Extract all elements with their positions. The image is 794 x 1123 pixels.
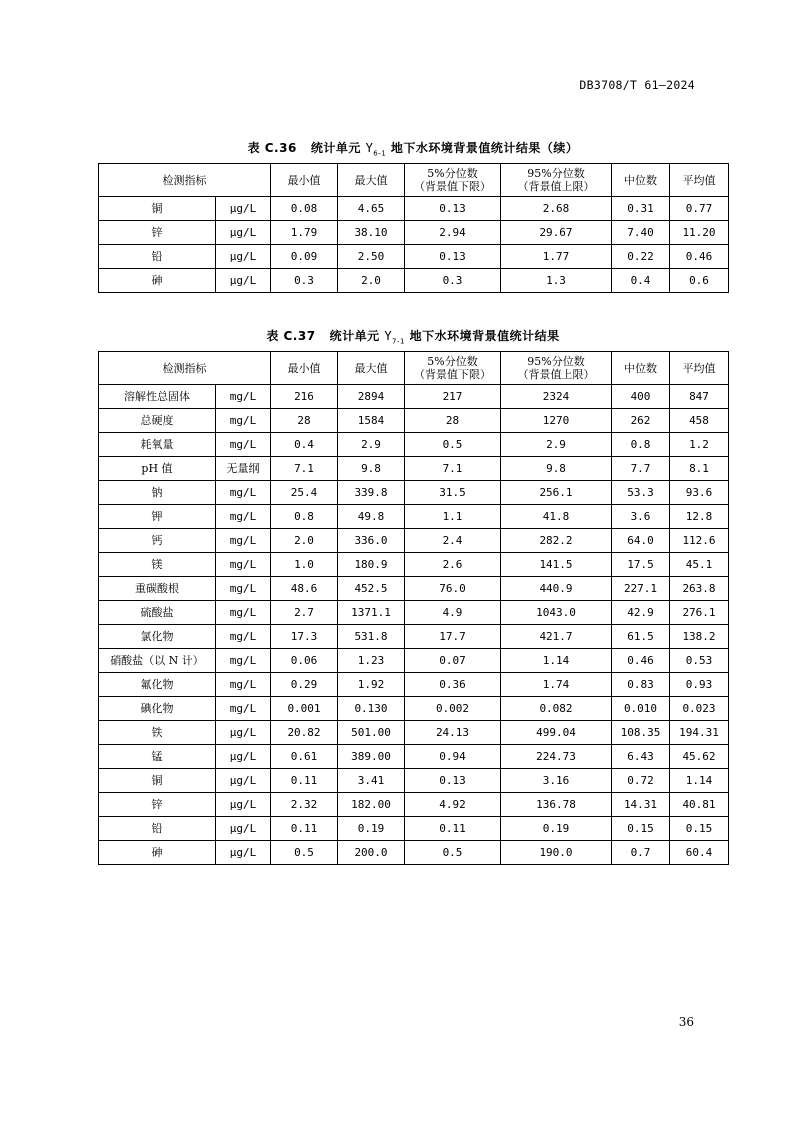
cell-p95: 1043.0	[501, 601, 612, 625]
cell-p5: 0.3	[405, 269, 501, 293]
cell-mean: 276.1	[670, 601, 729, 625]
cell-min: 0.09	[271, 245, 338, 269]
cell-unit: μg/L	[216, 197, 271, 221]
cell-p5: 2.6	[405, 553, 501, 577]
cell-indicator: 锌	[99, 793, 216, 817]
cell-mean: 0.93	[670, 673, 729, 697]
caption-suffix: 地下水环境背景值统计结果（续）	[390, 141, 579, 155]
header-indicator: 检测指标	[99, 164, 271, 197]
cell-median: 0.7	[612, 841, 670, 865]
table-row	[99, 245, 729, 269]
cell-p5: 28	[405, 409, 501, 433]
table-row	[99, 505, 729, 529]
cell-mean: 0.77	[670, 197, 729, 221]
header-p95-line1: 95%分位数	[527, 355, 585, 368]
cell-unit: μg/L	[216, 221, 271, 245]
page-number: 36	[678, 1015, 694, 1029]
cell-min: 20.82	[271, 721, 338, 745]
cell-mean: 8.1	[670, 457, 729, 481]
cell-p95: 1.77	[501, 245, 612, 269]
table-row	[99, 721, 729, 745]
cell-min: 2.32	[271, 793, 338, 817]
cell-min: 0.08	[271, 197, 338, 221]
cell-mean: 138.2	[670, 625, 729, 649]
cell-unit: μg/L	[216, 269, 271, 293]
caption-unit-label: 统计单元	[310, 141, 361, 155]
cell-p5: 17.7	[405, 625, 501, 649]
cell-median: 42.9	[612, 601, 670, 625]
cell-unit: mg/L	[216, 481, 271, 505]
cell-indicator: 重碳酸根	[99, 577, 216, 601]
cell-p95: 421.7	[501, 625, 612, 649]
cell-min: 2.0	[271, 529, 338, 553]
cell-median: 0.72	[612, 769, 670, 793]
header-min: 最小值	[271, 164, 338, 197]
table-row	[99, 793, 729, 817]
cell-p95: 0.19	[501, 817, 612, 841]
cell-unit: mg/L	[216, 601, 271, 625]
header-p95	[501, 352, 612, 385]
cell-min: 0.8	[271, 505, 338, 529]
header-p5	[405, 352, 501, 385]
caption-suffix: 地下水环境背景值统计结果	[409, 329, 560, 343]
cell-indicator: 砷	[99, 269, 216, 293]
table-row	[99, 269, 729, 293]
table-row	[99, 769, 729, 793]
cell-p95: 1270	[501, 409, 612, 433]
cell-p5: 0.11	[405, 817, 501, 841]
cell-median: 7.40	[612, 221, 670, 245]
cell-mean: 60.4	[670, 841, 729, 865]
cell-median: 6.43	[612, 745, 670, 769]
cell-median: 0.22	[612, 245, 670, 269]
cell-max: 3.41	[338, 769, 405, 793]
cell-mean: 112.6	[670, 529, 729, 553]
cell-p5: 0.36	[405, 673, 501, 697]
cell-min: 216	[271, 385, 338, 409]
cell-p5: 0.13	[405, 197, 501, 221]
header-p95-line1: 95%分位数	[527, 167, 585, 180]
cell-max: 182.00	[338, 793, 405, 817]
cell-max: 38.10	[338, 221, 405, 245]
header-p95-line2: （背景值上限）	[517, 180, 595, 193]
table-row	[99, 673, 729, 697]
cell-indicator: 氯化物	[99, 625, 216, 649]
table-c36	[98, 163, 729, 293]
cell-p5: 7.1	[405, 457, 501, 481]
cell-min: 0.4	[271, 433, 338, 457]
cell-indicator: 锰	[99, 745, 216, 769]
cell-p95: 1.74	[501, 673, 612, 697]
cell-p5: 31.5	[405, 481, 501, 505]
cell-max: 200.0	[338, 841, 405, 865]
table-row	[99, 577, 729, 601]
cell-unit: mg/L	[216, 505, 271, 529]
cell-max: 0.19	[338, 817, 405, 841]
cell-indicator: 铜	[99, 769, 216, 793]
cell-indicator: 镁	[99, 553, 216, 577]
cell-unit: μg/L	[216, 745, 271, 769]
header-p5-line2: （背景值下限）	[414, 368, 491, 381]
cell-p5: 217	[405, 385, 501, 409]
header-p5-line1: 5%分位数	[427, 355, 478, 368]
caption-unit-sub: 6-1	[373, 149, 387, 158]
cell-max: 9.8	[338, 457, 405, 481]
header-indicator: 检测指标	[99, 352, 271, 385]
caption-unit-sub: 7-1	[392, 337, 405, 346]
table-row	[99, 817, 729, 841]
document-code: DB3708/T 61—2024	[579, 78, 695, 92]
cell-max: 49.8	[338, 505, 405, 529]
table-header-row	[99, 164, 729, 197]
cell-max: 2.50	[338, 245, 405, 269]
cell-indicator: 硫酸盐	[99, 601, 216, 625]
cell-median: 0.46	[612, 649, 670, 673]
cell-p5: 0.13	[405, 769, 501, 793]
table-caption-c36	[98, 139, 728, 157]
cell-unit: μg/L	[216, 793, 271, 817]
table-header-row	[99, 352, 729, 385]
cell-min: 48.6	[271, 577, 338, 601]
cell-p5: 0.5	[405, 433, 501, 457]
cell-max: 2.9	[338, 433, 405, 457]
cell-mean: 847	[670, 385, 729, 409]
table-row	[99, 553, 729, 577]
cell-p5: 0.002	[405, 697, 501, 721]
header-mean: 平均值	[670, 164, 729, 197]
cell-indicator: 钠	[99, 481, 216, 505]
table-row	[99, 433, 729, 457]
cell-mean: 45.1	[670, 553, 729, 577]
cell-min: 0.61	[271, 745, 338, 769]
cell-median: 108.35	[612, 721, 670, 745]
cell-median: 61.5	[612, 625, 670, 649]
cell-max: 452.5	[338, 577, 405, 601]
cell-unit: mg/L	[216, 529, 271, 553]
header-p5-line1: 5%分位数	[427, 167, 478, 180]
cell-max: 1584	[338, 409, 405, 433]
cell-p95: 282.2	[501, 529, 612, 553]
cell-mean: 0.46	[670, 245, 729, 269]
cell-indicator: 钙	[99, 529, 216, 553]
cell-p95: 499.04	[501, 721, 612, 745]
cell-min: 0.3	[271, 269, 338, 293]
cell-min: 0.29	[271, 673, 338, 697]
cell-min: 25.4	[271, 481, 338, 505]
cell-p5: 0.07	[405, 649, 501, 673]
cell-unit: μg/L	[216, 769, 271, 793]
cell-median: 227.1	[612, 577, 670, 601]
cell-max: 180.9	[338, 553, 405, 577]
cell-p5: 1.1	[405, 505, 501, 529]
cell-unit: μg/L	[216, 245, 271, 269]
table-row	[99, 625, 729, 649]
cell-p5: 2.94	[405, 221, 501, 245]
cell-p5: 2.4	[405, 529, 501, 553]
cell-p5: 4.9	[405, 601, 501, 625]
cell-min: 1.79	[271, 221, 338, 245]
cell-min: 0.001	[271, 697, 338, 721]
cell-max: 1.92	[338, 673, 405, 697]
cell-min: 1.0	[271, 553, 338, 577]
table-row	[99, 697, 729, 721]
cell-median: 17.5	[612, 553, 670, 577]
header-p5-line2: （背景值下限）	[414, 180, 491, 193]
cell-p5: 0.94	[405, 745, 501, 769]
cell-unit: mg/L	[216, 697, 271, 721]
cell-p95: 136.78	[501, 793, 612, 817]
caption-unit-code: Y	[384, 329, 393, 343]
cell-min: 0.06	[271, 649, 338, 673]
cell-min: 0.11	[271, 817, 338, 841]
cell-min: 7.1	[271, 457, 338, 481]
cell-mean: 45.62	[670, 745, 729, 769]
cell-indicator: 氟化物	[99, 673, 216, 697]
cell-p95: 1.3	[501, 269, 612, 293]
cell-p5: 76.0	[405, 577, 501, 601]
cell-mean: 458	[670, 409, 729, 433]
cell-unit: mg/L	[216, 385, 271, 409]
cell-indicator: 总硬度	[99, 409, 216, 433]
cell-p5: 0.13	[405, 245, 501, 269]
cell-median: 0.15	[612, 817, 670, 841]
cell-p95: 256.1	[501, 481, 612, 505]
header-p95	[501, 164, 612, 197]
cell-indicator: pH 值	[99, 457, 216, 481]
cell-max: 1371.1	[338, 601, 405, 625]
cell-indicator: 碘化物	[99, 697, 216, 721]
caption-prefix: 表 C.37	[266, 329, 316, 343]
header-median: 中位数	[612, 164, 670, 197]
table-body	[99, 197, 729, 293]
table-row	[99, 481, 729, 505]
cell-unit: mg/L	[216, 553, 271, 577]
cell-median: 0.010	[612, 697, 670, 721]
cell-p95: 190.0	[501, 841, 612, 865]
cell-min: 0.5	[271, 841, 338, 865]
cell-mean: 12.8	[670, 505, 729, 529]
cell-max: 2894	[338, 385, 405, 409]
cell-mean: 11.20	[670, 221, 729, 245]
table-row	[99, 221, 729, 245]
cell-unit: μg/L	[216, 841, 271, 865]
cell-min: 2.7	[271, 601, 338, 625]
cell-p95: 141.5	[501, 553, 612, 577]
cell-mean: 1.14	[670, 769, 729, 793]
cell-indicator: 锌	[99, 221, 216, 245]
cell-p95: 440.9	[501, 577, 612, 601]
cell-median: 14.31	[612, 793, 670, 817]
cell-median: 0.4	[612, 269, 670, 293]
cell-indicator: 铁	[99, 721, 216, 745]
cell-p95: 2.9	[501, 433, 612, 457]
cell-max: 2.0	[338, 269, 405, 293]
cell-min: 0.11	[271, 769, 338, 793]
cell-median: 64.0	[612, 529, 670, 553]
table-row	[99, 197, 729, 221]
cell-median: 0.83	[612, 673, 670, 697]
cell-unit: mg/L	[216, 649, 271, 673]
cell-indicator: 溶解性总固体	[99, 385, 216, 409]
cell-median: 400	[612, 385, 670, 409]
table-row	[99, 649, 729, 673]
cell-indicator: 钾	[99, 505, 216, 529]
header-mean: 平均值	[670, 352, 729, 385]
caption-unit-code: Y	[365, 141, 374, 155]
table-row	[99, 409, 729, 433]
cell-indicator: 铅	[99, 245, 216, 269]
cell-p95: 2.68	[501, 197, 612, 221]
cell-max: 339.8	[338, 481, 405, 505]
cell-p95: 0.082	[501, 697, 612, 721]
cell-indicator: 耗氧量	[99, 433, 216, 457]
cell-median: 0.31	[612, 197, 670, 221]
cell-median: 0.8	[612, 433, 670, 457]
cell-unit: mg/L	[216, 577, 271, 601]
header-max: 最大值	[338, 164, 405, 197]
cell-unit: μg/L	[216, 817, 271, 841]
table-row	[99, 529, 729, 553]
cell-max: 1.23	[338, 649, 405, 673]
cell-median: 3.6	[612, 505, 670, 529]
cell-p95: 1.14	[501, 649, 612, 673]
cell-p5: 24.13	[405, 721, 501, 745]
cell-p95: 224.73	[501, 745, 612, 769]
cell-max: 0.130	[338, 697, 405, 721]
table-row	[99, 457, 729, 481]
cell-mean: 93.6	[670, 481, 729, 505]
cell-max: 4.65	[338, 197, 405, 221]
cell-mean: 194.31	[670, 721, 729, 745]
cell-unit: 无量纲	[216, 457, 271, 481]
table-row	[99, 385, 729, 409]
cell-p95: 3.16	[501, 769, 612, 793]
cell-indicator: 砷	[99, 841, 216, 865]
cell-p5: 0.5	[405, 841, 501, 865]
cell-p95: 9.8	[501, 457, 612, 481]
cell-max: 501.00	[338, 721, 405, 745]
cell-unit: mg/L	[216, 433, 271, 457]
cell-mean: 40.81	[670, 793, 729, 817]
cell-max: 336.0	[338, 529, 405, 553]
cell-p95: 29.67	[501, 221, 612, 245]
cell-p95: 41.8	[501, 505, 612, 529]
cell-p5: 4.92	[405, 793, 501, 817]
table-caption-c37	[98, 327, 728, 345]
header-p95-line2: （背景值上限）	[517, 368, 595, 381]
cell-mean: 0.53	[670, 649, 729, 673]
cell-min: 17.3	[271, 625, 338, 649]
cell-indicator: 铜	[99, 197, 216, 221]
table-row	[99, 601, 729, 625]
cell-unit: mg/L	[216, 673, 271, 697]
cell-mean: 1.2	[670, 433, 729, 457]
header-median: 中位数	[612, 352, 670, 385]
table-row	[99, 841, 729, 865]
cell-min: 28	[271, 409, 338, 433]
cell-max: 389.00	[338, 745, 405, 769]
cell-unit: mg/L	[216, 625, 271, 649]
cell-median: 7.7	[612, 457, 670, 481]
header-p5	[405, 164, 501, 197]
header-min: 最小值	[271, 352, 338, 385]
cell-unit: μg/L	[216, 721, 271, 745]
cell-mean: 0.023	[670, 697, 729, 721]
table-body	[99, 385, 729, 865]
caption-unit-label: 统计单元	[329, 329, 380, 343]
table-c37	[98, 351, 729, 865]
cell-indicator: 硝酸盐（以 N 计）	[99, 649, 216, 673]
header-max: 最大值	[338, 352, 405, 385]
cell-mean: 0.6	[670, 269, 729, 293]
cell-indicator: 铅	[99, 817, 216, 841]
cell-unit: mg/L	[216, 409, 271, 433]
table-row	[99, 745, 729, 769]
cell-p95: 2324	[501, 385, 612, 409]
caption-prefix: 表 C.36	[247, 141, 297, 155]
cell-mean: 263.8	[670, 577, 729, 601]
cell-median: 53.3	[612, 481, 670, 505]
cell-median: 262	[612, 409, 670, 433]
cell-mean: 0.15	[670, 817, 729, 841]
cell-max: 531.8	[338, 625, 405, 649]
